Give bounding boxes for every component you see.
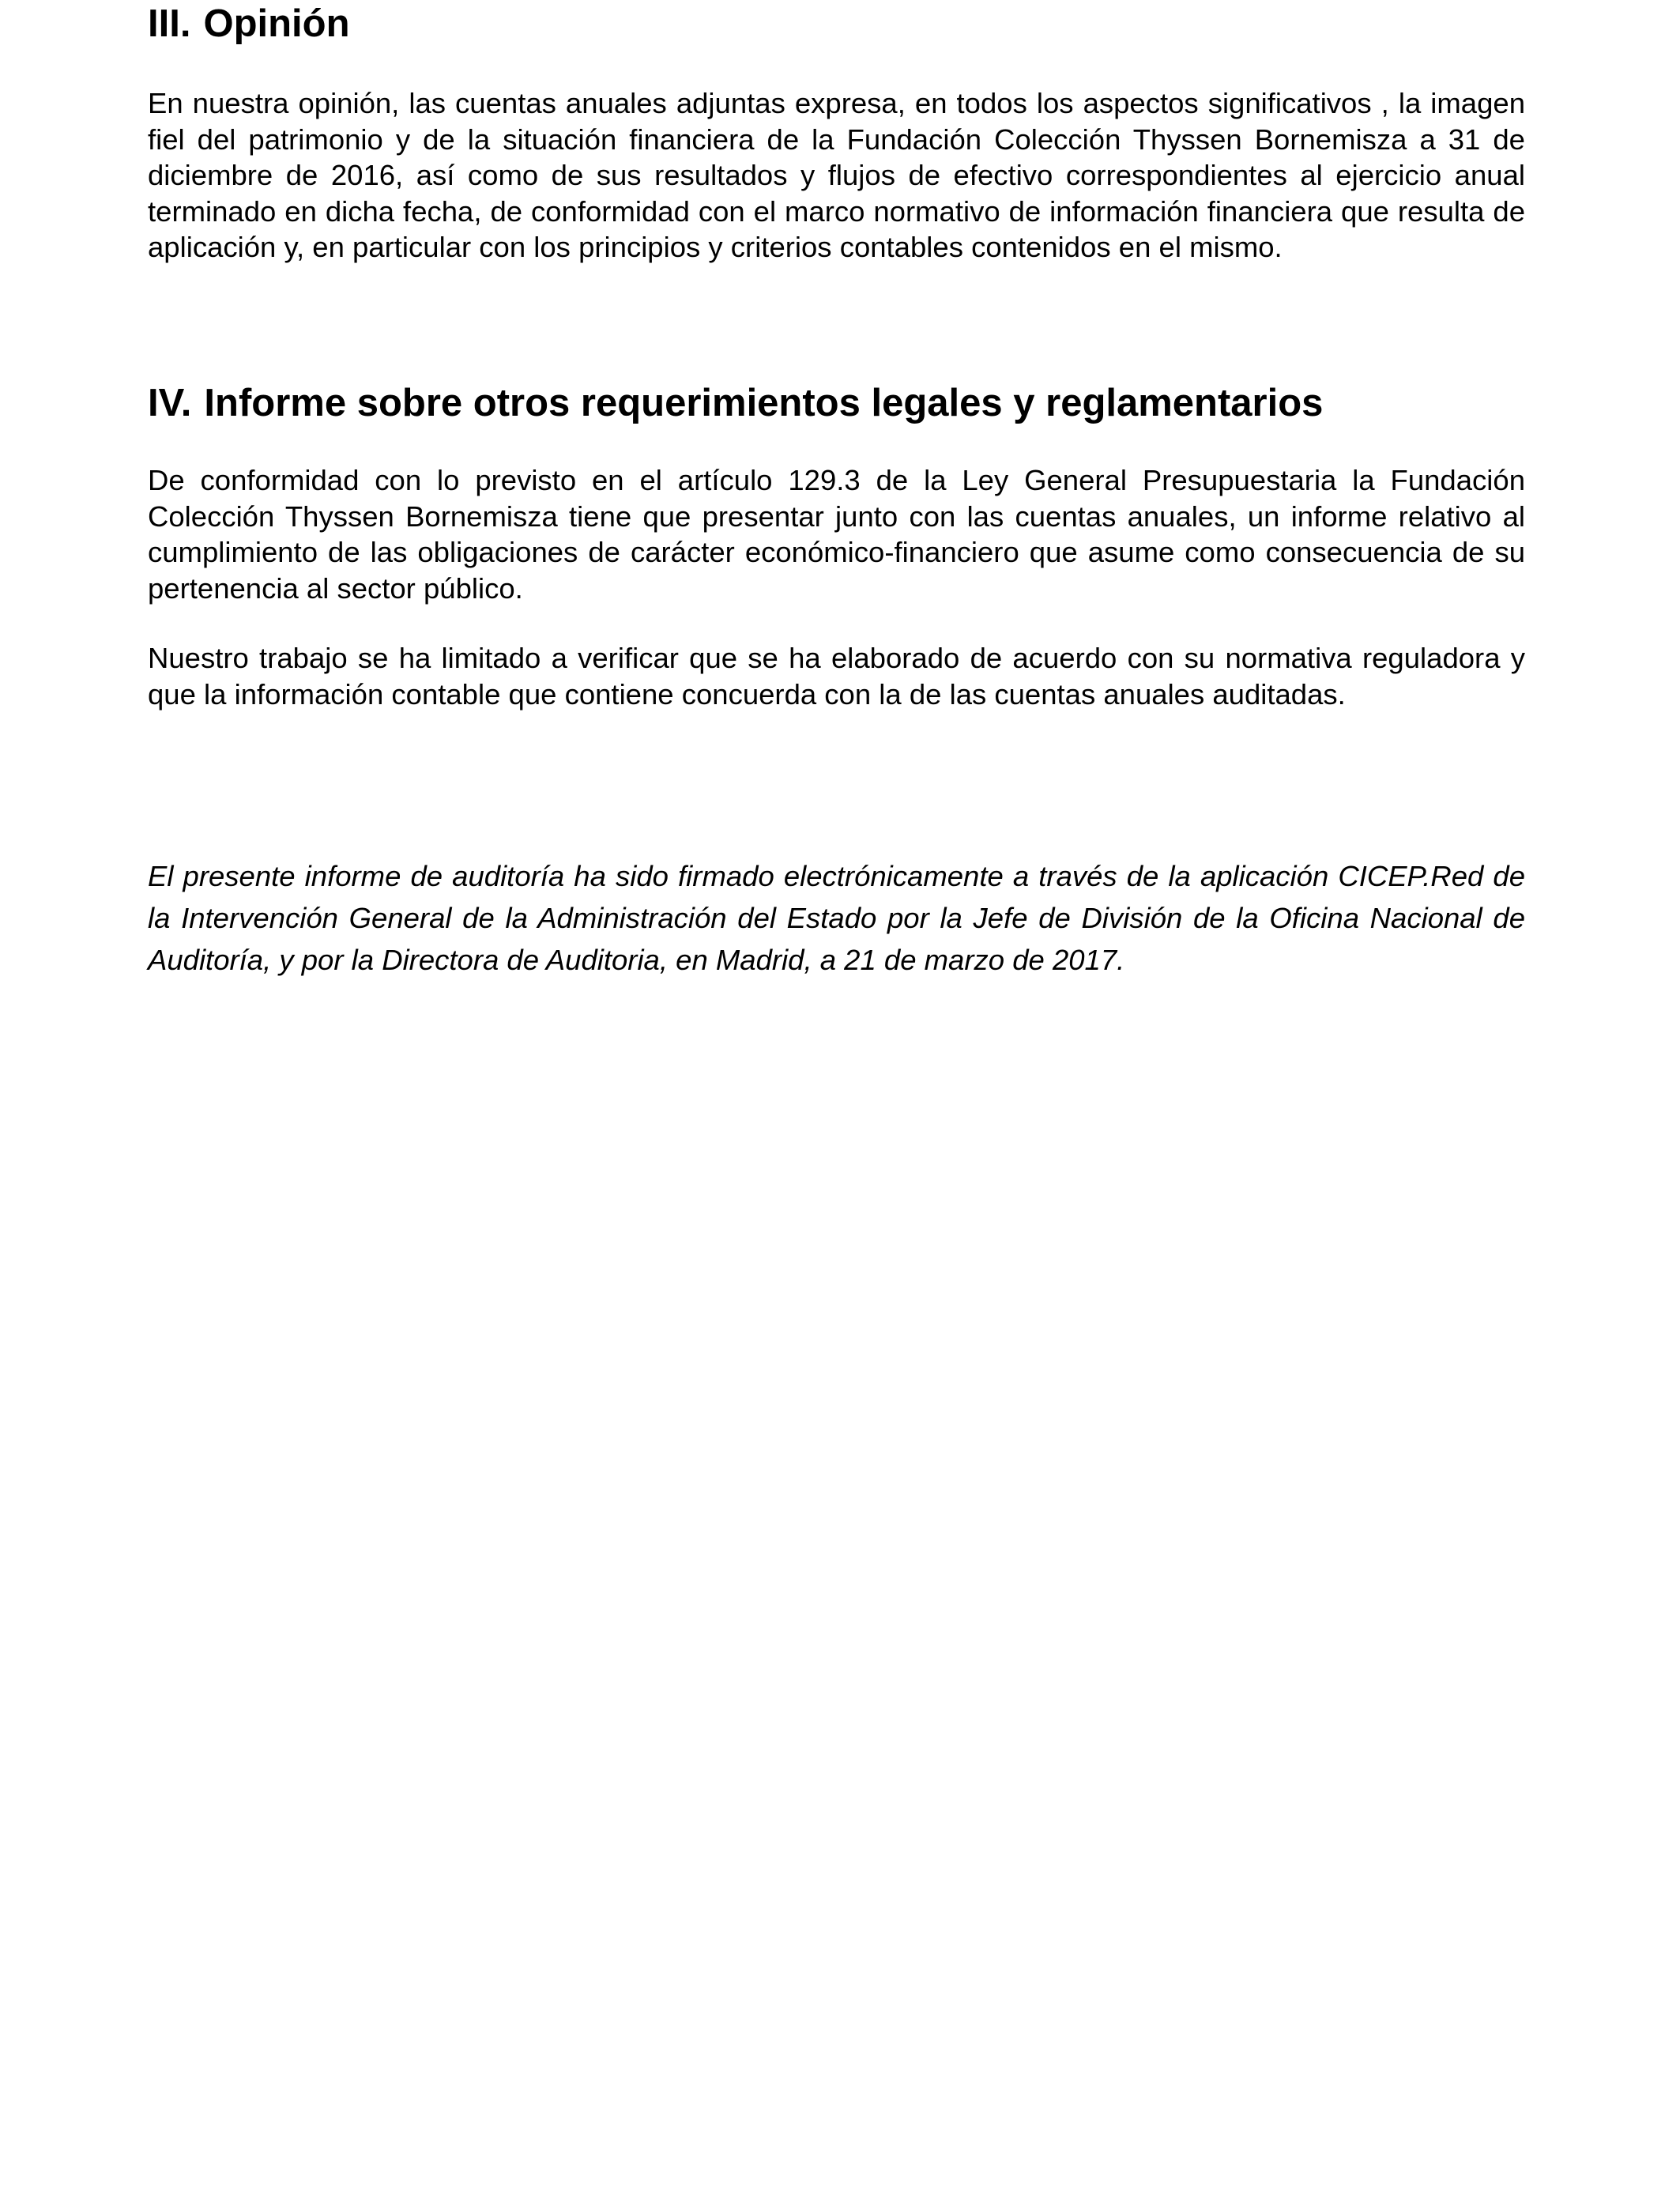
requirements-paragraph-1: De conformidad con lo previsto en el artículo 129.3 de la Ley General Presupuestaria la Fundación Colección Thyssen Bornemisza tiene que presentar junto con las cuentas anuales, un informe relativo al cumplimiento de las obligaciones de carácter económico-financiero que asume como consecuencia de su pertenencia al sector público.	[148, 464, 1525, 605]
section-number: IV.	[148, 382, 192, 424]
signature-note: El presente informe de auditoría ha sido firmado electrónicamente a través de la aplicación CICEP.Red de la Intervención General de la Administración del Estado por la Jefe de División de la Oficina Nacional de Auditoría, y por la Directora de Auditoria, en Madrid, a 21 de marzo de 2017.	[148, 860, 1525, 976]
section-title: Opinión	[203, 2, 350, 45]
section-heading-other-requirements	[148, 379, 1323, 427]
requirements-paragraph-2: Nuestro trabajo se ha limitado a verificar que se ha elaborado de acuerdo con su normativa reguladora y que la información contable que contiene concuerda con la de las cuentas anuales auditadas.	[148, 642, 1525, 711]
opinion-paragraph: En nuestra opinión, las cuentas anuales adjuntas expresa, en todos los aspectos significativos , la imagen fiel del patrimonio y de la situación financiera de la Fundación Colección Thyssen Bornemisza a 31 de diciembre de 2016, así como de sus resultados y flujos de efectivo correspondientes al ejercicio anual terminado en dicha fecha, de conformidad con el marco normativo de información financiera que resulta de aplicación y, en particular con los principios y criterios contables contenidos en el mismo.	[148, 87, 1525, 263]
section-number: III.	[148, 2, 191, 45]
section-title: Informe sobre otros requerimientos legales y reglamentarios	[204, 382, 1324, 424]
section-heading-opinion	[148, 0, 350, 47]
